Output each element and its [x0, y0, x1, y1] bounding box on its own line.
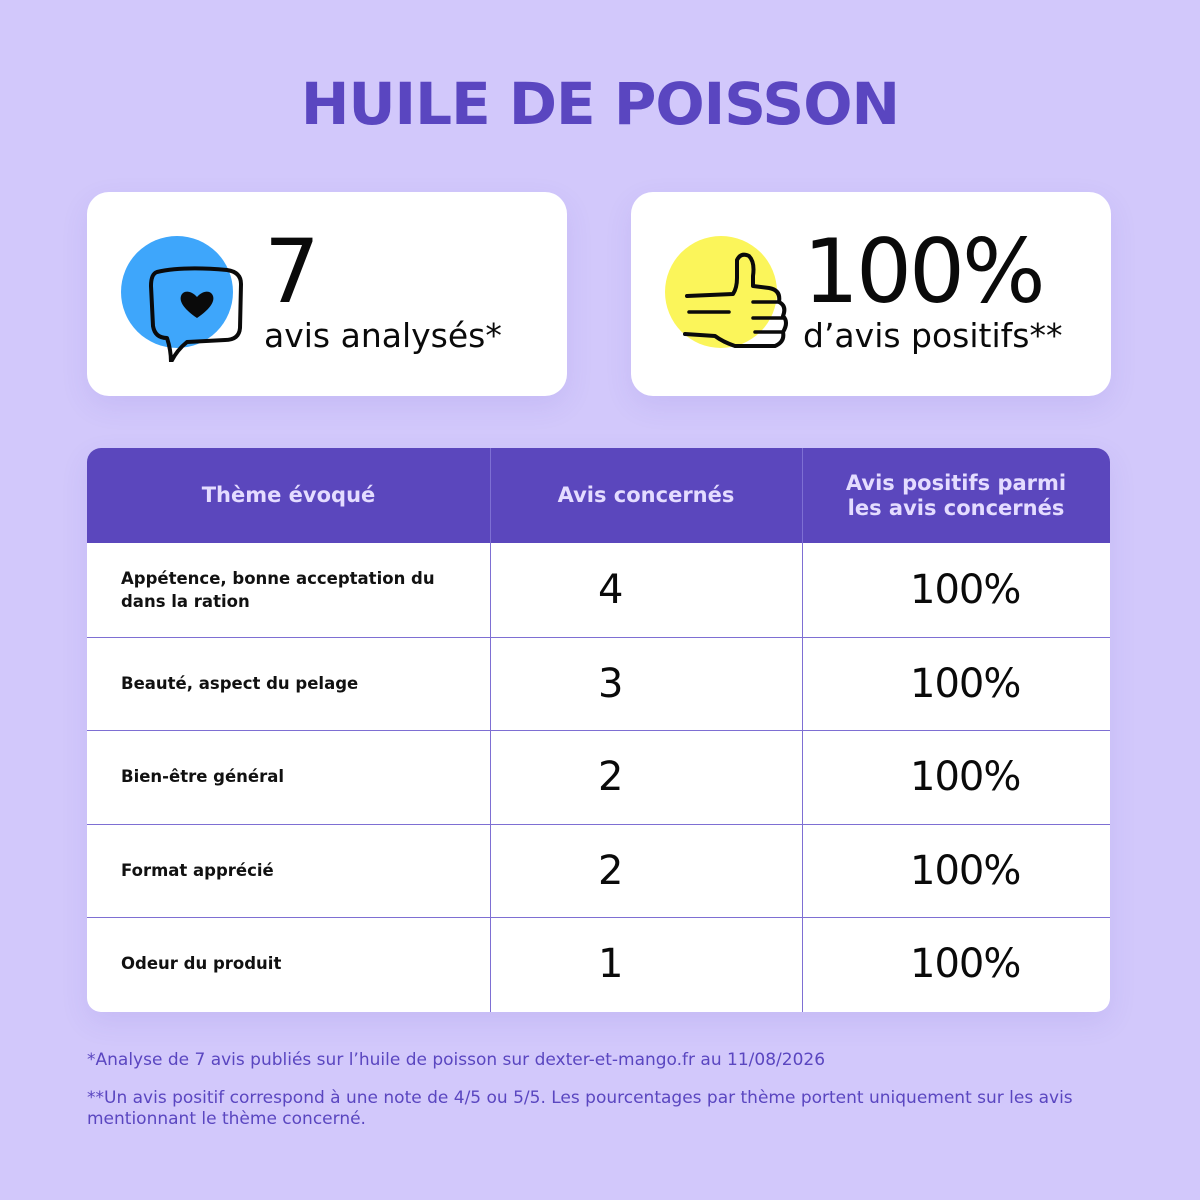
- chat-heart-icon: [121, 232, 251, 366]
- positive-cell: 100%: [910, 847, 1021, 894]
- reviews-count-label: avis analysés*: [264, 316, 502, 355]
- table-row: [87, 543, 1110, 636]
- footnote-positive-definition: **Un avis positif correspond à une note de 4/5 ou 5/5. Les pourcentages par thème portent uniquement sur les avis mentionnant le thème concerné.: [87, 1088, 1073, 1129]
- positive-cell: 100%: [910, 660, 1021, 707]
- count-cell: 2: [598, 847, 624, 894]
- theme-cell: Beauté, aspect du pelage: [121, 674, 359, 693]
- positive-rate-value: 100%: [803, 220, 1043, 323]
- column-divider: [490, 448, 491, 1012]
- count-cell: 2: [598, 753, 624, 800]
- column-header-count: Avis concernés: [557, 483, 735, 507]
- themes-table: [87, 448, 1110, 1012]
- count-cell: 3: [598, 660, 624, 707]
- table-row: [87, 824, 1110, 917]
- column-header-positive: Avis positifs parmi les avis concernés: [845, 470, 1067, 520]
- positive-cell: 100%: [910, 940, 1021, 987]
- positive-cell: 100%: [910, 753, 1021, 800]
- footnote-analysis: *Analyse de 7 avis publiés sur l’huile de poisson sur dexter-et-mango.fr au 11/08/2026: [87, 1050, 826, 1070]
- positive-rate-card: [631, 192, 1111, 396]
- reviews-count-value: 7: [264, 220, 317, 323]
- theme-cell: Bien-être général: [121, 767, 285, 786]
- reviews-count-card: [87, 192, 567, 396]
- positive-rate-label: d’avis positifs**: [803, 316, 1063, 355]
- page-title: HUILE DE POISSON: [300, 70, 900, 138]
- theme-cell: Appétence, bonne acceptation du dans la ration: [121, 568, 435, 611]
- table-row: [87, 917, 1110, 1010]
- count-cell: 1: [598, 940, 624, 987]
- table-row: [87, 730, 1110, 823]
- count-cell: 4: [598, 566, 624, 613]
- table-header: [87, 448, 1110, 543]
- column-header-theme: Thème évoqué: [201, 483, 376, 507]
- theme-cell: Odeur du produit: [121, 954, 282, 973]
- thumbs-up-icon: [665, 232, 795, 366]
- column-divider: [802, 448, 803, 1012]
- table-row: [87, 637, 1110, 730]
- positive-cell: 100%: [910, 566, 1021, 613]
- theme-cell: Format apprécié: [121, 861, 274, 880]
